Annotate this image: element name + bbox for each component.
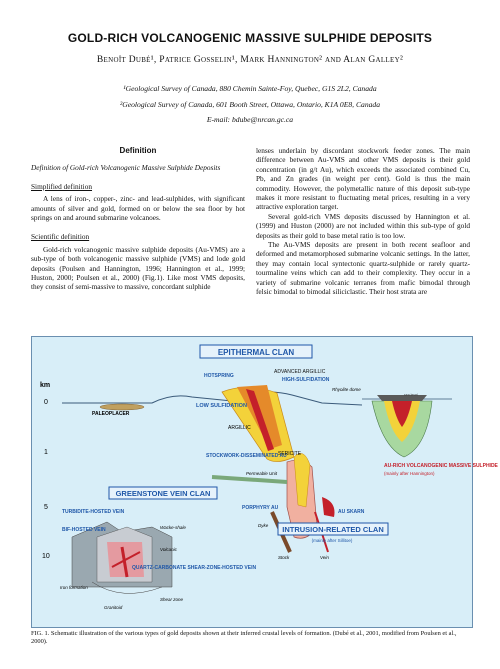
affiliation-2: ²Geological Survey of Canada, 601 Booth Street, Ottawa, Ontario, K1A 0E8, Canada (119, 100, 381, 109)
affiliation-1: ¹Geological Survey of Canada, 880 Chemin Sainte-Foy, Quebec, G1S 2L2, Canada (123, 84, 377, 93)
gold-deposit-diagram (32, 337, 498, 627)
granitoid-label: Granitoid (104, 605, 123, 610)
stockwork-label: STOCKWORK-DISSEMINATED AU (206, 453, 287, 459)
vein-label: Vein (320, 555, 329, 560)
scientific-heading: Scientific definition (31, 232, 90, 242)
depth-10: 10 (42, 553, 50, 560)
depth-1: 1 (44, 449, 48, 456)
epithermal-clan-label: EPITHERMAL CLAN (217, 348, 295, 357)
hotspring-label: HOTSPRING (204, 373, 234, 379)
turbidite-label: TURBIDITE-HOSTED VEIN (62, 509, 125, 515)
auvms-sub-label: (mainly after Hannington) (384, 471, 435, 476)
skarn-shape (322, 497, 335, 517)
right-column (256, 146, 470, 297)
right-paragraph-2: Several gold-rich VMS deposits discussed by Hannington et al. (1999) and Huston (2000) are not included within this sub-type of gold deposits as their gold to base metal ratio is too low. (256, 211, 470, 240)
permeable-unit-label: Permeable Unit (246, 471, 278, 476)
sericite-label: SERICITE (278, 451, 302, 457)
definition-heading: Definition (119, 146, 157, 155)
km-label: km (40, 382, 51, 389)
depth-5: 5 (44, 504, 48, 511)
advanced-argillic-label: ADVANCED ARGILLIC (274, 369, 326, 375)
permeable-unit-shape (212, 477, 287, 482)
rhyolite-dome-label: Rhyolite dome (332, 387, 361, 392)
intrusion-clan-label: INTRUSION-RELATED CLAN (282, 525, 384, 534)
simplified-text: A lens of iron-, copper-, zinc- and lead-sulphides, with significant amounts of silver and gold, formed on or below the sea floor by hot springs on and around submarine volcanoes. (31, 194, 245, 223)
page-title: GOLD-RICH VOLCANOGENIC MASSIVE SULPHIDE DEPOSITS (67, 31, 433, 45)
authors: Benoît Dubé¹, Patrice Gosselin¹, Mark Hannington² and Alan Galley² (96, 55, 404, 65)
email: E-mail: bdube@nrcan.gc.ca (206, 115, 294, 124)
right-paragraph-3: The Au-VMS deposits are present in both recent seafloor and deformed and metamorphosed submarine volcanic settings. In the latter, they may contain local syntectonic quartz-sulphide or rarely quartz-tourmaline veins which can add to their complexity. They occur in a variety of submarine volcanic terranes from mafic bimodal through felsic bimodal to bimodal siliciclastic. Their host strata are (256, 240, 470, 297)
depth-0: 0 (44, 399, 48, 406)
sea-level-label: sea level (404, 393, 418, 397)
vms-inset (362, 395, 452, 457)
figure-caption: FIG. 1. Schematic illustration of the various types of gold deposits shown at their inferred crustal levels of formation. (Dubé et al., 2001, modified from Poulsen et al., 2000). (31, 630, 457, 646)
au-skarn-label: AU SKARN (338, 509, 365, 515)
qc-vein-label: QUARTZ-CARBONATE SHEAR-ZONE-HOSTED VEIN (132, 565, 257, 571)
volcanic-label: Volcanic (160, 547, 177, 552)
argillic-label: ARGILLIC (228, 425, 251, 431)
left-column (31, 146, 245, 292)
right-paragraph-1: lenses underlain by discordant stockwork feeder zones. The main difference between Au-VMS and other VMS deposits is their gold concentration (in g/t Au), which exceeds the associated combined Cu, Pb, and Zn grades (in weight per cent). Gold is thus the main commodity. However, the polymetallic nature of this deposit sub-type makes it more resistant to fluctuating metal prices, resulting in a very attractive exploration target. (256, 146, 470, 212)
stock-label: Stock (278, 555, 290, 560)
low-sulfidation-label: LOW SULFIDATION (196, 403, 247, 409)
bif-label: BIF-HOSTED VEIN (62, 527, 106, 533)
figure-1 (31, 336, 498, 628)
greenstone-clan-label: GREENSTONE VEIN CLAN (115, 489, 211, 498)
wacke-shale-label: Wacke-shale (160, 525, 186, 530)
scientific-text: Gold-rich volcanogenic massive sulphide deposits (Au-VMS) are a sub-type of both volcanogenic massive sulphide (VMS) and lode gold deposits (Poulsen and Hannington, 1996; Hannington et al., 1999; Huston, 2000; Poulsen et al., 2000) (Fig.1). Like most VMS deposits, they consist of semi-massive to massive, concordant sulphide (31, 244, 245, 292)
paleoplacer-shape (100, 404, 144, 410)
intrusion-clan-sub: (mainly after Sillitoe) (311, 538, 353, 543)
simplified-heading: Simplified definition (31, 181, 93, 191)
paleoplacer-label: PALEOPLACER (92, 411, 130, 417)
auvms-label: AU-RICH VOLCANOGENIC MASSIVE SULPHIDE (384, 463, 498, 469)
iron-formation-label: Iron formation (60, 585, 88, 590)
high-sulfidation-label: HIGH-SULFIDATION (282, 377, 330, 383)
dyke-label: Dyke (258, 523, 269, 528)
definition-subtitle: Definition of Gold-rich Volcanogenic Massive Sulphide Deposits (31, 163, 221, 173)
porphyry-label: PORPHYRY AU (242, 505, 279, 511)
shear-zone-label: Shear zone (160, 597, 184, 602)
